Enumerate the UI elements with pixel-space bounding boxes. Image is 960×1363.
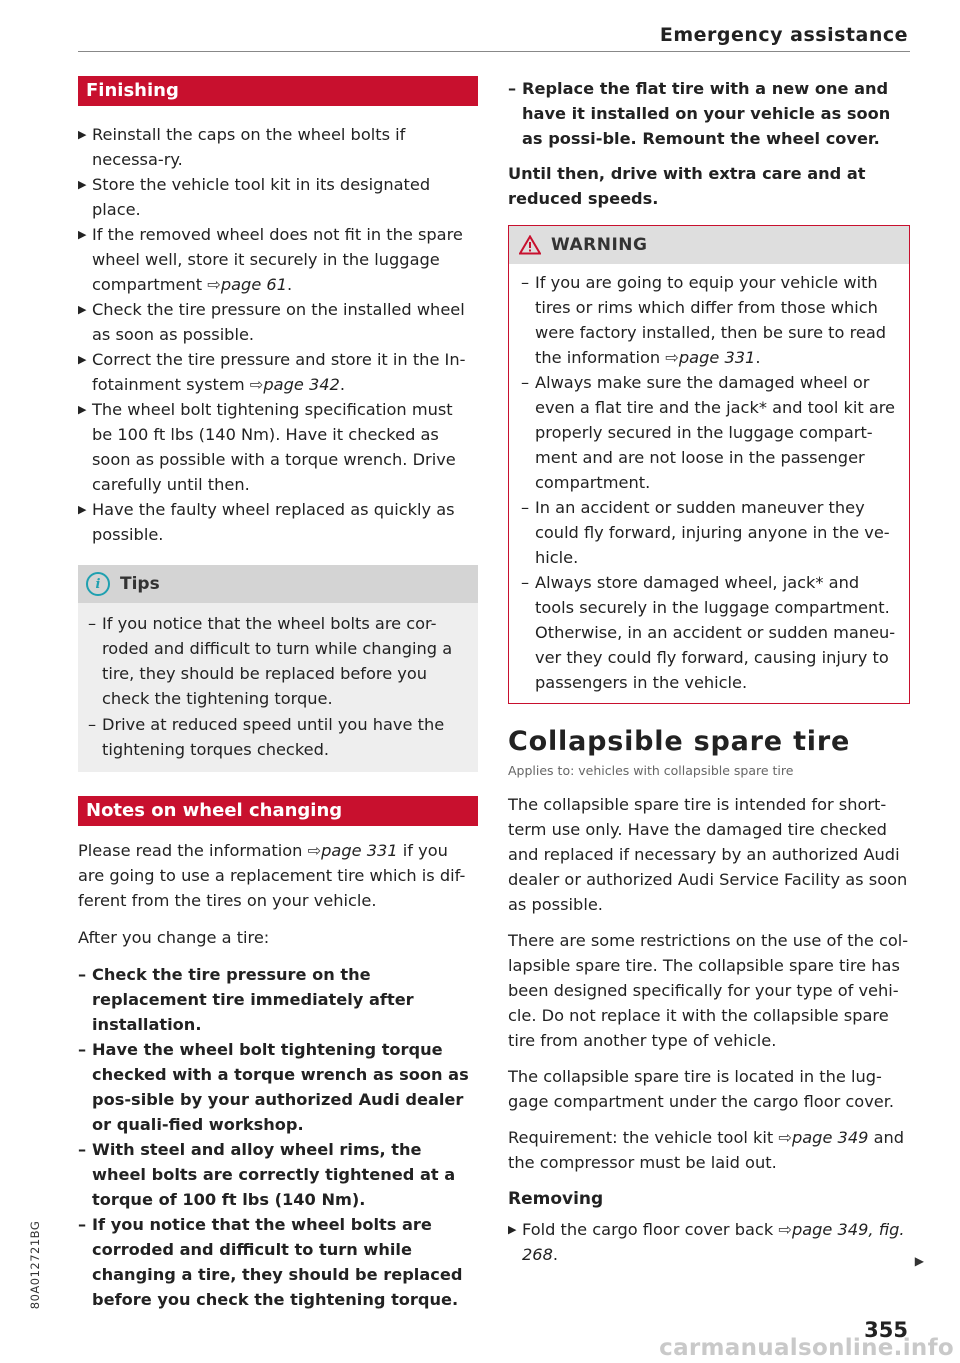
- reference-arrow-icon: ⇨: [778, 1220, 792, 1239]
- warning-item: – Always store damaged wheel, jack* and tools securely in the luggage compartment. Otherwise, in an accident or sudden maneu-ver they could fly forward, causing injury to passengers in the vehicle.: [521, 573, 896, 692]
- notes-heading: Notes on wheel changing: [78, 796, 478, 826]
- paragraph: The collapsible spare tire is located in the lug-gage compartment under the cargo floor cover.: [508, 1067, 895, 1111]
- warning-item: – In an accident or sudden maneuver they could fly forward, injuring anyone in the ve-hicle.: [521, 498, 890, 567]
- bullet-triangle-icon: ▶: [78, 178, 87, 191]
- bullet-triangle-icon: ▶: [78, 303, 87, 316]
- left-column: [78, 76, 478, 1312]
- tips-header: [78, 565, 478, 603]
- section-title: Emergency assistance: [659, 24, 908, 46]
- document-code: 80A012721BG: [28, 1220, 42, 1310]
- step-item: ▶ Fold the cargo floor cover back ⇨page 349, fig. 268.: [508, 1217, 910, 1267]
- tips-item: – If you notice that the wheel bolts are cor-roded and difficult to turn while changing a tire, they should be replaced before you check the tightening torque.: [88, 614, 453, 708]
- tips-box: [78, 565, 478, 772]
- paragraph: The collapsible spare tire is intended for short-term use only. Have the damaged tire checked and replaced if necessary by an authorized Audi dealer or authorized Audi Service Facility as soon as possible.: [508, 795, 908, 914]
- spare-tire-heading: Collapsible spare tire: [508, 726, 851, 757]
- warning-triangle-icon: [519, 235, 541, 255]
- watermark: carmanualsonline.info: [659, 1335, 954, 1361]
- right-column: [508, 76, 910, 1267]
- after-change-text: After you change a tire:: [78, 928, 270, 947]
- bullet-triangle-icon: ▶: [78, 128, 87, 141]
- continue-arrow-icon: ▶: [914, 1254, 924, 1268]
- warning-item: – Always make sure the damaged wheel or even a flat tire and the jack* and tool kit are properly secured in the luggage compart-ment and are not loose in the passenger compartment.: [521, 373, 896, 492]
- until-then-text: Until then, drive with extra care and at reduced speeds.: [508, 164, 866, 208]
- finishing-steps: [78, 122, 478, 547]
- warning-item: – If you are going to equip your vehicle with tires or rims which differ from those which were factory installed, then be sure to read the information ⇨page 331.: [521, 273, 887, 367]
- warning-header: [509, 226, 909, 264]
- bold-list-item: – If you notice that the wheel bolts are corroded and difficult to turn while changing a tire, they should be replaced before you check the tightening torque.: [78, 1215, 463, 1309]
- bullet-triangle-icon: ▶: [78, 353, 87, 366]
- page-link[interactable]: page 349: [791, 1128, 869, 1147]
- paragraph: There are some restrictions on the use of the col-lapsible spare tire. The collapsible spare tire has been designed specifically for your type of vehi-cle. Do not replace it with the collapsible spare tire from another type of vehicle.: [508, 931, 909, 1050]
- reference-arrow-icon: ⇨: [665, 348, 679, 367]
- reference-arrow-icon: ⇨: [249, 375, 264, 394]
- tips-item: – Drive at reduced speed until you have the tightening torques checked.: [88, 715, 445, 759]
- step-item: ▶ Have the faulty wheel replaced as quickly as possible.: [78, 497, 478, 547]
- warning-box: [508, 225, 910, 704]
- reference-arrow-icon: ⇨: [307, 841, 322, 860]
- bullet-triangle-icon: ▶: [78, 503, 87, 516]
- step-item: ▶ Reinstall the caps on the wheel bolts if necessa-ry.: [78, 122, 478, 172]
- page-link[interactable]: page 342: [263, 375, 340, 394]
- page-link[interactable]: page 349, fig. 268: [522, 1220, 905, 1264]
- page-link[interactable]: page 331: [678, 348, 756, 367]
- bullet-triangle-icon: ▶: [78, 228, 87, 241]
- bold-list-item: – Check the tire pressure on the replacement tire immediately after installation.: [78, 965, 414, 1034]
- step-item: ▶ If the removed wheel does not fit in the spare wheel well, store it securely in the luggage compartment ⇨page 61.: [78, 222, 478, 297]
- page-link[interactable]: page 61: [220, 275, 288, 294]
- finishing-heading: Finishing: [78, 76, 478, 106]
- header-divider: [78, 51, 910, 52]
- step-item: ▶ The wheel bolt tightening specification must be 100 ft lbs (140 Nm). Have it checked as soon as possible with a torque wrench. Drive carefully until then.: [78, 397, 478, 497]
- reference-arrow-icon: ⇨: [778, 1128, 792, 1147]
- step-item: ▶ Correct the tire pressure and store it in the In-fotainment system ⇨page 342.: [78, 347, 478, 397]
- step-item: ▶ Check the tire pressure on the installed wheel as soon as possible.: [78, 297, 478, 347]
- notes-intro: Please read the information ⇨page 331 if you are going to use a replacement tire which is dif-ferent from the tires on your vehicle.: [78, 841, 466, 910]
- bold-list: [78, 962, 478, 1312]
- warning-content: [509, 264, 909, 703]
- reference-arrow-icon: ⇨: [207, 275, 221, 294]
- removing-heading: Removing: [508, 1189, 604, 1209]
- page-link[interactable]: page 331: [321, 841, 398, 860]
- page-number: 355: [864, 1318, 908, 1342]
- requirement-text: Requirement: the vehicle tool kit ⇨page 349 and the compressor must be laid out.: [508, 1128, 905, 1172]
- applies-to-note: Applies to: vehicles with collapsible spare tire: [508, 763, 794, 778]
- replace-item: – Replace the flat tire with a new one and have it installed on your vehicle as soon as possi-ble. Remount the wheel cover.: [508, 79, 891, 148]
- bold-list-item: – Have the wheel bolt tightening torque checked with a torque wrench as soon as pos-sible by your authorized Audi dealer or quali-fied workshop.: [78, 1040, 469, 1134]
- bold-list-item: – With steel and alloy wheel rims, the wheel bolts are correctly tightened at a torque of 100 ft lbs (140 Nm).: [78, 1140, 456, 1209]
- warning-title: WARNING: [551, 235, 648, 255]
- bullet-triangle-icon: ▶: [508, 1223, 517, 1236]
- info-icon: i: [86, 572, 110, 596]
- tips-content: [78, 603, 478, 772]
- bullet-triangle-icon: ▶: [78, 403, 87, 416]
- step-item: ▶ Store the vehicle tool kit in its designated place.: [78, 172, 478, 222]
- tips-title: Tips: [120, 574, 160, 594]
